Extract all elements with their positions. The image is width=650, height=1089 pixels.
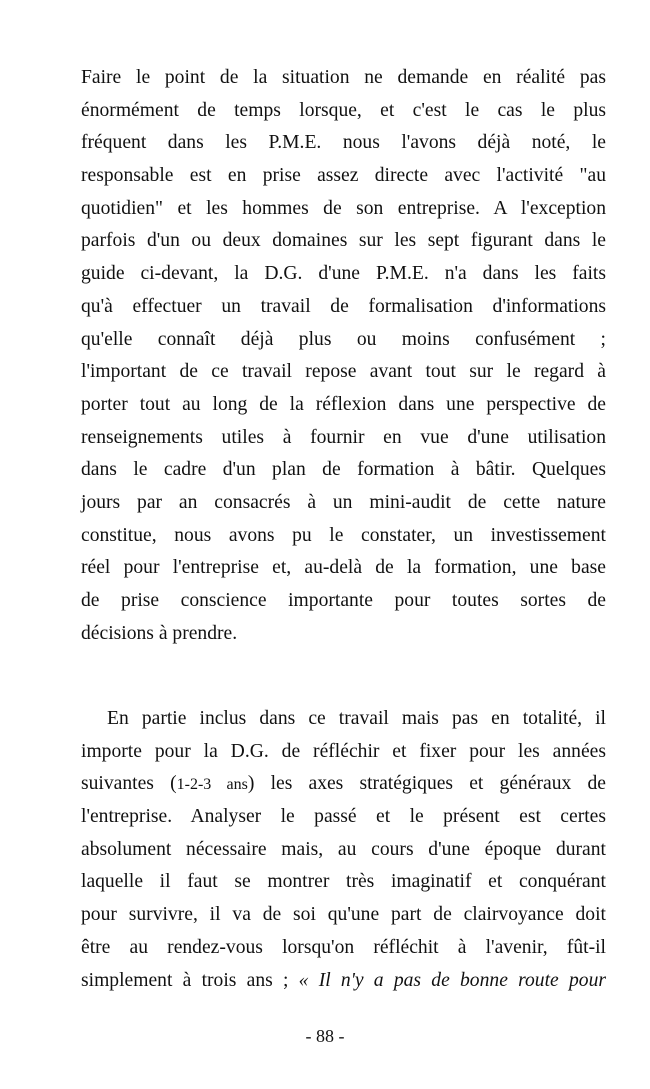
paragraph-1 (81, 62, 606, 650)
text-line: guide ci-devant, la D.G. d'une P.M.E. n'a dans les faits (81, 263, 606, 285)
text-line: dans le cadre d'un plan de formation à bâtir. Quelques (81, 459, 606, 481)
text-line: décisions à prendre. (81, 622, 238, 644)
text-line: l'important de ce travail repose avant tout sur le regard à (81, 361, 606, 383)
text-line: fréquent dans les P.M.E. nous l'avons déjà noté, le (81, 132, 606, 154)
text-line: de prise conscience importante pour toutes sortes de (81, 590, 606, 611)
years-range: 1-2-3 ans (176, 776, 248, 794)
text-line: responsable est en prise assez directe avec l'activité "au (81, 165, 606, 187)
text-line: En partie inclus dans ce travail mais pas en totalité, il (107, 708, 606, 729)
text-line: l'entreprise. Analyser le passé et le présent est certes (81, 806, 606, 828)
page-number: - 88 - (305, 1026, 345, 1046)
text-fragment: ) les axes stratégiques et généraux de (247, 773, 606, 795)
text-line: parfois d'un ou deux domaines sur les sept figurant dans le (81, 230, 606, 252)
text-line: porter tout au long de la réflexion dans une perspective de (81, 393, 606, 415)
text-line (81, 768, 606, 801)
text-line: réel pour l'entreprise et, au-delà de la formation, une base (81, 557, 606, 579)
text-line (81, 965, 606, 998)
text-line: quotidien" et les hommes de son entreprise. A l'exception (81, 197, 606, 219)
text-line: jours par an consacrés à un mini-audit de cette nature (81, 491, 606, 513)
quotation: « Il n'y a pas de bonne route pour (298, 969, 606, 991)
text-line: qu'à effectuer un travail de formalisation d'informations (81, 295, 606, 317)
text-line: renseignements utiles à fournir en vue d'une utilisation (81, 426, 606, 448)
text-line: absolument nécessaire mais, au cours d'une époque durant (81, 838, 606, 860)
text-line: pour survivre, il va de soi qu'une part de clairvoyance doit (81, 904, 606, 926)
text-line: constitue, nous avons pu le constater, un investissement (81, 524, 606, 546)
text-line: être au rendez-vous lorsqu'on réfléchit à l'avenir, fût-il (81, 936, 606, 958)
text-line: Faire le point de la situation ne demande en réalité pas (81, 67, 606, 88)
paragraph-2 (81, 703, 606, 997)
text-fragment: simplement à trois ans ; (81, 969, 299, 991)
text-line: qu'elle connaît déjà plus ou moins confusément ; (81, 328, 606, 350)
text-line: importe pour la D.G. de réfléchir et fixer pour les années (81, 740, 606, 762)
text-fragment: suivantes ( (81, 773, 177, 795)
text-line: énormément de temps lorsque, et c'est le cas le plus (81, 99, 606, 121)
text-line: laquelle il faut se montrer très imaginatif et conquérant (81, 871, 606, 893)
